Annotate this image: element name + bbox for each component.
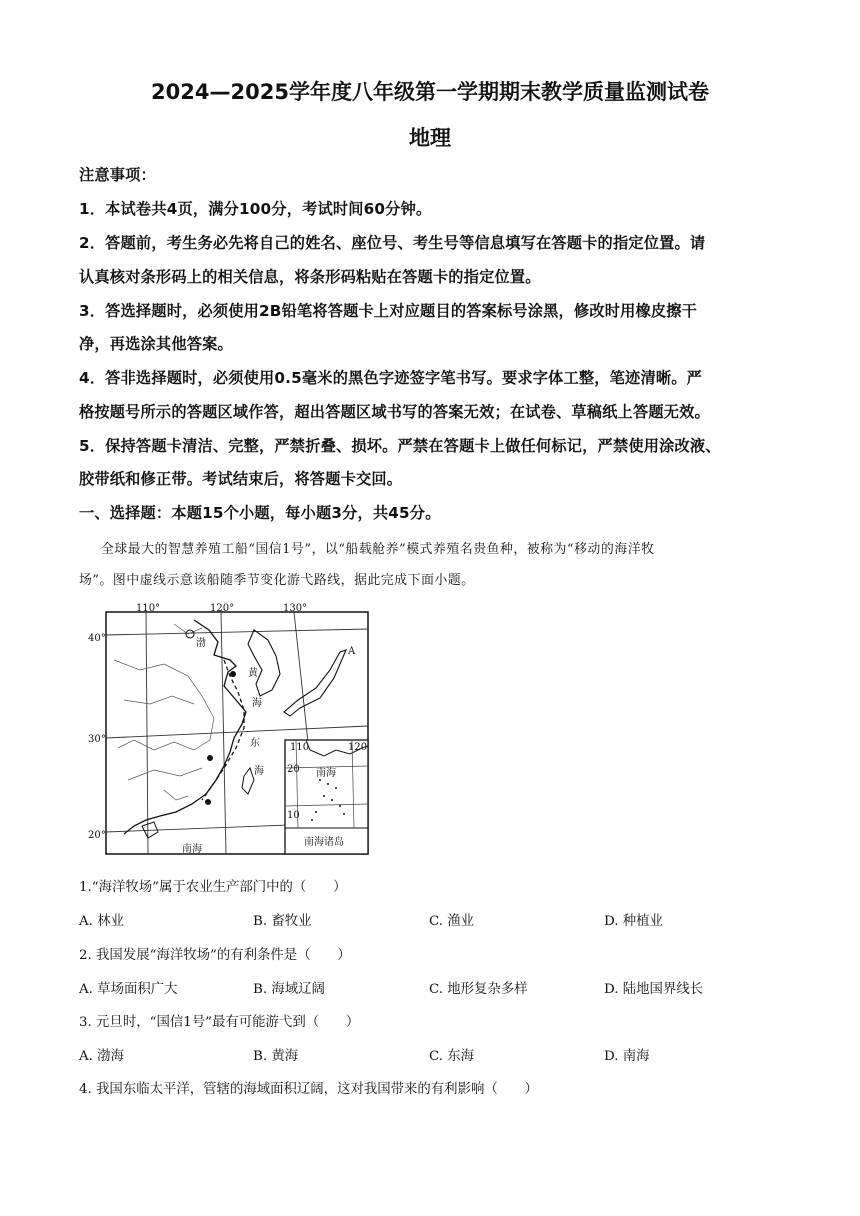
option-a[interactable]: A. 林业 <box>79 914 124 929</box>
map-figure <box>84 600 374 860</box>
question-stem: 4. 我国东临太平洋，管辖的海域面积辽阔，这对我国带来的有利影响（ ） <box>79 1082 538 1097</box>
question-stem: 2. 我国发展“海洋牧场”的有利条件是（ ） <box>79 948 351 963</box>
sea-label: 东 <box>250 738 260 749</box>
passage-line: 场”。图中虚线示意该船随季节变化游弋路线，据此完成下面小题。 <box>79 573 475 588</box>
notice-line: 胶带纸和修正带。考试结束后，将答题卡交回。 <box>79 470 403 488</box>
section-heading: 一、选择题：本题15个小题，每小题3分，共45分。 <box>79 504 441 522</box>
sea-route-map <box>84 600 374 860</box>
place-label: 渤 <box>196 638 206 649</box>
sea-label: 海 <box>252 698 262 709</box>
exam-title: 2024—2025学年度八年级第一学期期末教学质量监测试卷 <box>151 80 709 104</box>
notice-line: 净，再选涂其他答案。 <box>79 335 233 353</box>
notice-line: 2．答题前，考生务必先将自己的姓名、座位号、考生号等信息填写在答题卡的指定位置。请 <box>79 234 706 252</box>
inset-lon-label: 110 <box>290 742 310 753</box>
option-b[interactable]: B. 黄海 <box>253 1049 299 1064</box>
sea-label: 黄 <box>248 668 258 679</box>
option-a[interactable]: A. 渤海 <box>79 1049 124 1064</box>
lat-label: 20° <box>88 830 106 841</box>
option-c[interactable]: C. 东海 <box>429 1049 475 1064</box>
subject-title: 地理 <box>409 126 451 150</box>
lon-label: 130° <box>283 603 308 614</box>
lat-label: 30° <box>88 734 106 745</box>
notice-line: 5．保持答题卡清洁、完整，严禁折叠、损坏。严禁在答题卡上做任何标记，严禁使用涂改液、 <box>79 437 721 455</box>
sea-label: 南海 <box>182 844 202 855</box>
option-d[interactable]: D. 南海 <box>604 1049 650 1064</box>
inset-lat-label: 20 <box>287 764 300 775</box>
question-stem: 3. 元旦时，“国信1号”最有可能游弋到（ ） <box>79 1015 360 1030</box>
notice-line: 认真核对条形码上的相关信息，将条形码粘贴在答题卡的指定位置。 <box>79 268 541 286</box>
notice-line: 4．答非选择题时，必须使用0.5毫米的黑色字迹签字笔书写。要求字体工整，笔迹清晰。严 <box>79 369 702 387</box>
option-d[interactable]: D. 陆地国界线长 <box>604 982 704 997</box>
lat-label: 40° <box>88 633 106 644</box>
notice-line: 格按题号所示的答题区域作答，超出答题区域书写的答案无效；在试卷、草稿纸上答题无效。 <box>79 403 710 421</box>
notice-line: 3．答选择题时，必须使用2B铅笔将答题卡上对应题目的答案标号涂黑，修改时用橡皮擦干 <box>79 302 698 320</box>
lon-label: 120° <box>210 603 235 614</box>
option-a[interactable]: A. 草场面积广大 <box>79 982 178 997</box>
notice-line: 1．本试卷共4页，满分100分，考试时间60分钟。 <box>79 200 432 218</box>
inset-sea-label: 南海 <box>316 768 336 779</box>
inset-caption: 南海诸岛 <box>304 837 344 848</box>
passage-line: 全球最大的智慧养殖工船“国信1号”，以“船载舱养”模式养殖名贵鱼种，被称为“移动的海洋牧 <box>101 542 655 557</box>
point-a-label: A <box>348 646 356 657</box>
inset-lon-label: 120 <box>348 742 368 753</box>
lon-label: 110° <box>136 603 161 614</box>
option-b[interactable]: B. 畜牧业 <box>253 914 312 929</box>
option-d[interactable]: D. 种植业 <box>604 914 663 929</box>
option-c[interactable]: C. 地形复杂多样 <box>429 982 528 997</box>
question-stem: 1.“海洋牧场”属于农业生产部门中的（ ） <box>79 880 347 895</box>
option-b[interactable]: B. 海域辽阔 <box>253 982 325 997</box>
sea-label: 海 <box>254 766 264 777</box>
inset-lat-label: 10 <box>287 810 300 821</box>
option-c[interactable]: C. 渔业 <box>429 914 475 929</box>
notice-heading: 注意事项： <box>79 166 156 184</box>
